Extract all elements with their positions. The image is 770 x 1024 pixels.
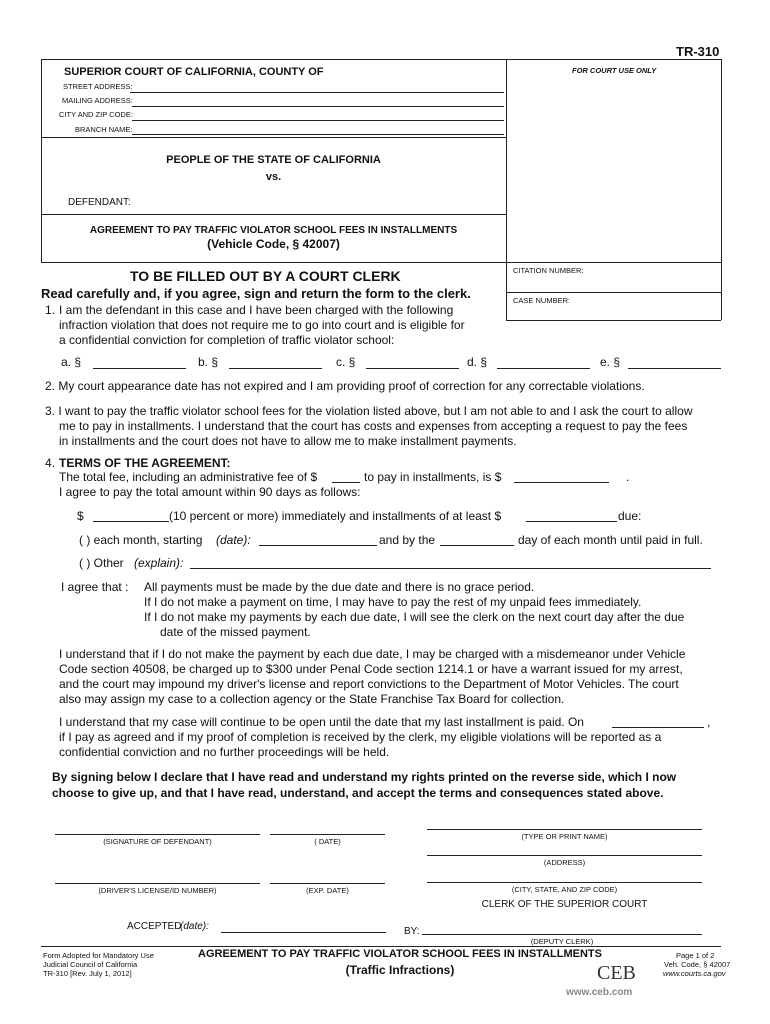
case-open-line1: I understand that my case will continue to be open until the date that my last installment is paid. On [59,715,584,729]
exp-date-label: (EXP. DATE) [306,886,349,895]
total-fee-field[interactable] [514,482,609,483]
item1-line2: infraction violation that does not require me to go into court and is eligible for [59,318,465,332]
center-divider [506,59,507,320]
agree-line4: date of the missed payment. [160,625,311,639]
misdemeanor-line2: Code section 40508, be charged up to $300 under Penal Code section 1214.1 or have a warrant issued for my arrest, [59,662,683,676]
ceb-url[interactable]: www.ceb.com [566,987,633,998]
signature-label: (SIGNATURE OF DEFENDANT) [103,837,212,846]
agree-that-label: I agree that : [61,580,129,594]
vehicle-code: (Vehicle Code, § 42007) [207,237,340,251]
start-date-field[interactable] [259,545,377,546]
by-label: BY: [404,926,420,937]
defendant-field[interactable] [138,208,504,209]
sign-date-field[interactable] [270,834,385,835]
item2-text: 2. My court appearance date has not expired and I am providing proof of correction for any correctable violations. [45,379,645,393]
footer-subtitle: (Traffic Infractions) [345,963,455,977]
page-number: Page 1 of 2 [676,951,715,960]
item1-number: 1. [45,303,56,317]
mailing-address-label: MAILING ADDRESS: [62,96,133,105]
misdemeanor-line4: also may assign my case to a collection agency or the State Franchise Tax Board for collection. [59,692,565,706]
item3-line3: in installments and the court does not have to allow me to make installment payments. [59,434,517,448]
street-address-field[interactable] [130,92,504,93]
footer-title: AGREEMENT TO PAY TRAFFIC VIOLATOR SCHOOL FEES IN INSTALLMENTS [198,948,602,960]
accepted-label: ACCEPTED [127,921,182,932]
clerk-label: CLERK OF THE SUPERIOR COURT [481,899,648,910]
case-number-field[interactable] [508,305,720,319]
print-name-label: (TYPE OR PRINT NAME) [521,832,608,841]
city-state-zip-field[interactable] [427,882,702,883]
print-name-field[interactable] [427,829,702,830]
form-adopted: Form Adopted for Mandatory Use [43,951,154,960]
branch-name-field[interactable] [132,134,504,135]
explain-label: (explain): [134,556,184,570]
exp-date-field[interactable] [270,883,385,884]
sign-date-label: ( DATE) [314,837,341,846]
item1-line3: a confidential conviction for completion of traffic violator school: [59,333,395,347]
section-d-field[interactable] [497,368,590,369]
agreement-title: AGREEMENT TO PAY TRAFFIC VIOLATOR SCHOOL FEES IN INSTALLMENTS [89,225,458,236]
section-a-label: a. § [61,355,82,369]
section-d-label: d. § [467,355,488,369]
vs-caption: vs. [265,171,282,183]
court-divider [41,137,506,138]
license-field[interactable] [55,883,260,884]
case-bottom [506,320,721,321]
accepted-date-field[interactable] [221,932,386,933]
clerk-heading: TO BE FILLED OUT BY A COURT CLERK [130,268,401,284]
start-date-label: (date): [216,533,251,547]
section-e-label: e. § [600,355,621,369]
declaration-line1: By signing below I declare that I have read and understand my rights printed on the reverse side, which I now [52,770,677,784]
fee-text-b: to pay in installments, is $ [364,470,502,484]
item3-line2: me to pay in installments. I understand that the court has costs and expenses from accepting a request to pay the fees [59,419,688,433]
read-instruction: Read carefully and, if you agree, sign and return the form to the clerk. [41,286,471,301]
branch-name-label: BRANCH NAME: [75,125,133,134]
section-c-field[interactable] [366,368,459,369]
until-paid-text: day of each month until paid in full. [518,533,703,547]
deputy-clerk-label: (DEPUTY CLERK) [530,937,594,946]
citation-divider [506,292,721,293]
accepted-date-label: (date): [180,921,209,932]
agree-total-text: I agree to pay the total amount within 90 days as follows: [59,485,361,499]
city-state-zip-label: (CITY, STATE, AND ZIP CODE) [511,885,618,894]
top-border [41,59,721,60]
deputy-clerk-field[interactable] [422,934,702,935]
defendant-label: DEFENDANT: [68,197,131,208]
right-border [721,59,722,320]
revision: TR-310 [Rev. July 1, 2012] [43,969,132,978]
veh-code-ref: Veh. Code, § 42007 [664,960,731,969]
item1-line1: I am the defendant in this case and I have been charged with the following [59,303,454,317]
street-address-label: STREET ADDRESS: [63,82,133,91]
item3-line1: 3. I want to pay the traffic violator school fees for the violation listed above, but I am not able to and I ask the court to allow [45,404,693,418]
item4-number: 4. [45,456,56,470]
misdemeanor-line1: I understand that if I do not make the payment by each due date, I may be charged with a misdemeanor under Vehicle [59,647,686,661]
dollar-sign: $ [77,509,84,523]
city-zip-label: CITY AND ZIP CODE: [59,110,133,119]
courts-site: www.courts.ca.gov [663,969,726,978]
ceb-logo: CEB [597,962,636,984]
citation-number-field[interactable] [508,276,720,291]
day-of-month-field[interactable] [440,545,514,546]
case-open-comma: , [707,715,711,729]
installment-amount-field[interactable] [526,521,617,522]
agree-line1: All payments must be made by the due date and there is no grace period. [144,580,535,594]
option-other-label[interactable]: ( ) Other [79,556,124,570]
mailing-address-field[interactable] [132,106,504,107]
case-open-line2: if I pay as agreed and if my proof of completion is received by the clerk, my eligible violations will be reported as a [59,730,662,744]
address-label: (ADDRESS) [543,858,586,867]
section-a-field[interactable] [93,368,186,369]
admin-fee-field[interactable] [332,482,360,483]
footer-rule [41,946,721,947]
case-number-label: CASE NUMBER: [513,296,571,305]
caption-divider [41,214,506,215]
down-payment-field[interactable] [93,521,169,522]
section-b-label: b. § [198,355,219,369]
court-use-label: FOR COURT USE ONLY [572,66,657,75]
fee-text-a: The total fee, including an administrative fee of $ [59,470,318,484]
section-c-label: c. § [336,355,356,369]
section-e-field[interactable] [628,368,721,369]
explain-field[interactable] [190,568,711,569]
section-b-field[interactable] [229,368,322,369]
and-by-label: and by the [379,533,436,547]
misdemeanor-line3: and the court may impound my driver's license and report convictions to the Department of Motor Vehicles. The court [59,677,679,691]
item4-heading: TERMS OF THE AGREEMENT: [59,456,231,470]
citation-number-label: CITATION NUMBER: [513,266,584,275]
city-zip-field[interactable] [132,120,504,121]
case-open-line3: confidential conviction and no further proceedings will be held. [59,745,390,759]
people-caption: PEOPLE OF THE STATE OF CALIFORNIA [166,154,381,166]
completion-date-field[interactable] [612,727,704,728]
license-label: (DRIVER'S LICENSE/ID NUMBER) [98,886,217,895]
fee-text-c: . [626,470,630,484]
address-field[interactable] [427,855,702,856]
option-monthly-label[interactable]: ( ) each month, starting [79,533,203,547]
court-heading: SUPERIOR COURT OF CALIFORNIA, COUNTY OF [64,66,324,78]
declaration-line2: choose to give up, and that I have read, understand, and accept the terms and consequences stated above. [52,786,664,800]
judicial-council: Judicial Council of California [43,960,138,969]
title-divider [41,262,721,263]
percent-text: (10 percent or more) immediately and installments of at least $ [169,509,502,523]
agree-line3: If I do not make my payments by each due date, I will see the clerk on the next court day after the due [144,610,685,624]
form-number: TR-310 [676,44,720,59]
signature-field[interactable] [55,834,260,835]
agree-line2: If I do not make a payment on time, I may have to pay the rest of my unpaid fees immediately. [144,595,642,609]
due-label: due: [618,509,642,523]
